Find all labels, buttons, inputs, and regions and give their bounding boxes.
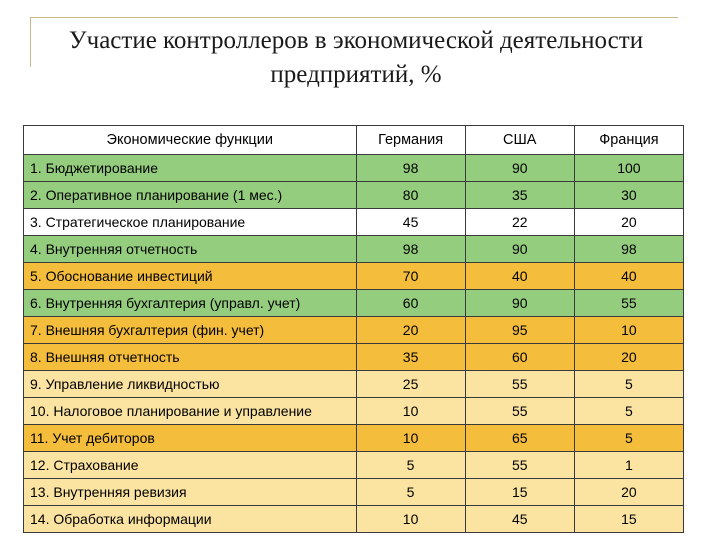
germany-cell: 98 (356, 155, 465, 182)
france-cell: 10 (574, 317, 683, 344)
usa-cell: 90 (465, 290, 574, 317)
function-cell: 9. Управление ликвидностью (24, 371, 357, 398)
france-cell: 5 (574, 425, 683, 452)
germany-cell: 25 (356, 371, 465, 398)
france-cell: 100 (574, 155, 683, 182)
germany-cell: 5 (356, 452, 465, 479)
france-cell: 20 (574, 344, 683, 371)
usa-cell: 90 (465, 155, 574, 182)
table-row (24, 398, 684, 425)
france-cell: 40 (574, 263, 683, 290)
table-row (24, 371, 684, 398)
function-cell: 3. Стратегическое планирование (24, 209, 357, 236)
france-cell: 20 (574, 479, 683, 506)
usa-cell: 55 (465, 452, 574, 479)
controllers-participation-table (23, 125, 684, 533)
table-row (24, 263, 684, 290)
france-cell: 30 (574, 182, 683, 209)
germany-cell: 60 (356, 290, 465, 317)
function-cell: 10. Налоговое планирование и управление (24, 398, 357, 425)
germany-cell: 10 (356, 398, 465, 425)
title-frame-top-line (30, 17, 678, 18)
function-cell: 6. Внутренняя бухгалтерия (управл. учет) (24, 290, 357, 317)
table-row (24, 236, 684, 263)
slide-title-line-2: предприятий, % (270, 61, 442, 88)
france-cell: 5 (574, 398, 683, 425)
table-row (24, 506, 684, 533)
table-row (24, 209, 684, 236)
table-row (24, 182, 684, 209)
usa-cell: 22 (465, 209, 574, 236)
table-row (24, 317, 684, 344)
function-cell: 4. Внутренняя отчетность (24, 236, 357, 263)
france-cell: 98 (574, 236, 683, 263)
table-header-row (24, 126, 684, 155)
france-cell: 1 (574, 452, 683, 479)
germany-cell: 10 (356, 425, 465, 452)
table-row (24, 425, 684, 452)
usa-cell: 90 (465, 236, 574, 263)
table-row (24, 344, 684, 371)
france-cell: 5 (574, 371, 683, 398)
germany-cell: 80 (356, 182, 465, 209)
germany-cell: 10 (356, 506, 465, 533)
table-row (24, 290, 684, 317)
function-cell: 2. Оперативное планирование (1 мес.) (24, 182, 357, 209)
function-cell: 11. Учет дебиторов (24, 425, 357, 452)
function-cell: 12. Страхование (24, 452, 357, 479)
function-cell: 1. Бюджетирование (24, 155, 357, 182)
header-usa: США (465, 126, 574, 155)
header-functions: Экономические функции (24, 126, 357, 155)
usa-cell: 55 (465, 398, 574, 425)
germany-cell: 35 (356, 344, 465, 371)
table-row (24, 479, 684, 506)
france-cell: 55 (574, 290, 683, 317)
usa-cell: 40 (465, 263, 574, 290)
table-row (24, 155, 684, 182)
function-cell: 13. Внутренняя ревизия (24, 479, 357, 506)
germany-cell: 70 (356, 263, 465, 290)
slide-title (36, 24, 676, 92)
france-cell: 20 (574, 209, 683, 236)
title-frame-left-line (30, 17, 31, 67)
usa-cell: 60 (465, 344, 574, 371)
table-row (24, 452, 684, 479)
france-cell: 15 (574, 506, 683, 533)
function-cell: 7. Внешняя бухгалтерия (фин. учет) (24, 317, 357, 344)
usa-cell: 15 (465, 479, 574, 506)
germany-cell: 20 (356, 317, 465, 344)
germany-cell: 98 (356, 236, 465, 263)
header-germany: Германия (356, 126, 465, 155)
usa-cell: 35 (465, 182, 574, 209)
slide-title-line-1: Участие контроллеров в экономической деятельности (68, 27, 644, 54)
usa-cell: 55 (465, 371, 574, 398)
germany-cell: 5 (356, 479, 465, 506)
germany-cell: 45 (356, 209, 465, 236)
usa-cell: 45 (465, 506, 574, 533)
function-cell: 14. Обработка информации (24, 506, 357, 533)
usa-cell: 95 (465, 317, 574, 344)
function-cell: 8. Внешняя отчетность (24, 344, 357, 371)
function-cell: 5. Обоснование инвестиций (24, 263, 357, 290)
header-france: Франция (574, 126, 683, 155)
usa-cell: 65 (465, 425, 574, 452)
